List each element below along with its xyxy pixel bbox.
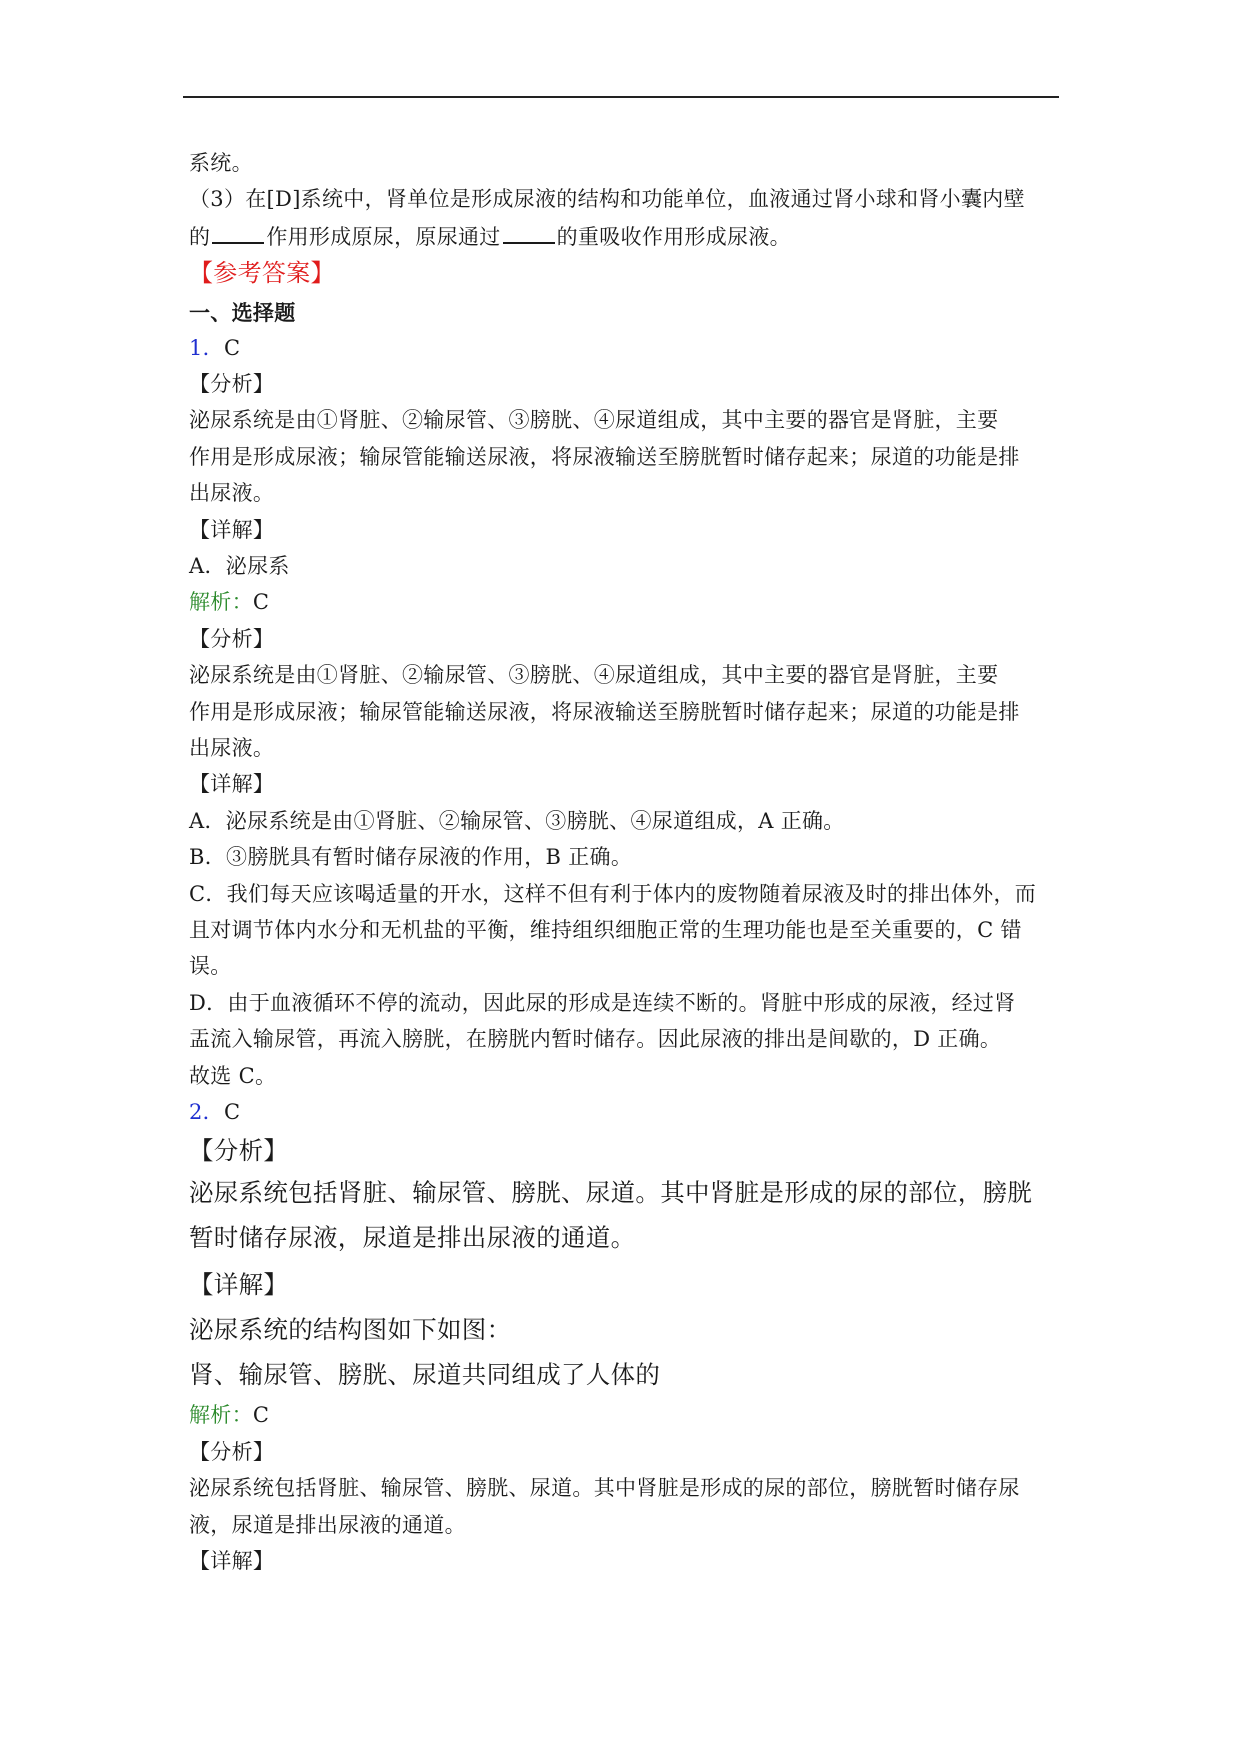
detail-label: 【详解】 [189,1549,275,1573]
analysis-label: 【分析】 [189,1136,289,1165]
text-line: 泌尿系统包括肾脏、输尿管、膀胱、尿道。其中肾脏是形成的尿的部位，膀胱 [189,1178,1033,1207]
explanation-line [189,1400,269,1430]
question-number: 1． [189,336,224,360]
detail-label: 【详解】 [189,518,275,542]
option-d: D．由于血液循环不停的流动，因此尿的形成是连续不断的。肾脏中形成的尿液，经过肾 [189,991,1016,1015]
analysis-label: 【分析】 [189,372,275,396]
text-line: 泌尿系统是由①肾脏、②输尿管、③膀胱、④尿道组成，其中主要的器官是肾脏，主要 [189,408,999,432]
explanation-label: 解析： [189,590,253,614]
text-line: 出尿液。 [189,736,275,760]
text-line: 暂时储存尿液，尿道是排出尿液的通道。 [189,1223,636,1252]
conclusion: 故选 C。 [189,1064,277,1088]
explanation-label: 解析： [189,1403,253,1427]
text-line: 出尿液。 [189,481,275,505]
option-c: C．我们每天应该喝适量的开水，这样不但有利于体内的废物随着尿液及时的排出体外，而 [189,882,1037,906]
text-line: 且对调节体内水分和无机盐的平衡，维持组织细胞正常的生理功能也是至关重要的，C 错 [189,918,1022,942]
question-answer: C [223,336,241,360]
text-line: 肾、输尿管、膀胱、尿道共同组成了人体的 [189,1360,661,1389]
analysis-label: 【分析】 [189,1440,275,1464]
explanation-value: C [252,590,270,614]
option-a: A．泌尿系统是由①肾脏、②输尿管、③膀胱、④尿道组成，A 正确。 [189,809,845,833]
text-line: （3）在[D]系统中，肾单位是形成尿液的结构和功能单位，血液通过肾小球和肾小囊内壁 [189,187,1025,211]
text-line: 泌尿系统是由①肾脏、②输尿管、③膀胱、④尿道组成，其中主要的器官是肾脏，主要 [189,663,999,687]
detail-label: 【详解】 [189,772,275,796]
explanation-line [189,587,269,617]
text-line: A．泌尿系 [189,554,290,578]
text-fragment: 的 [189,225,211,249]
text-line: 作用是形成尿液；输尿管能输送尿液，将尿液输送至膀胱暂时储存起来；尿道的功能是排 [189,700,1020,724]
analysis-label: 【分析】 [189,627,275,651]
question-answer: C [223,1100,241,1124]
text-fragment: 的重吸收作用形成尿液。 [556,225,791,249]
option-b: B．③膀胱具有暂时储存尿液的作用，B 正确。 [189,845,633,869]
text-line: 作用是形成尿液；输尿管能输送尿液，将尿液输送至膀胱暂时储存起来；尿道的功能是排 [189,445,1020,469]
answer-blank [212,222,264,244]
text-line-with-blanks [189,222,791,252]
answer-blank [503,222,555,244]
question-number: 2． [189,1100,224,1124]
reference-answer-heading: 【参考答案】 [189,259,335,287]
text-line: 系统。 [189,151,253,175]
text-line: 盂流入输尿管，再流入膀胱，在膀胱内暂时储存。因此尿液的排出是间歇的，D 正确。 [189,1027,1002,1051]
header-rule [183,96,1059,98]
text-line: 泌尿系统的结构图如下如图： [189,1315,512,1344]
text-line: 泌尿系统包括肾脏、输尿管、膀胱、尿道。其中肾脏是形成的尿的部位，膀胱暂时储存尿 [189,1476,1020,1500]
detail-label: 【详解】 [189,1270,289,1299]
explanation-value: C [252,1403,270,1427]
text-line: 误。 [189,954,232,978]
section-title: 一、选择题 [189,300,296,325]
question-2-answer [189,1097,240,1127]
text-line: 液，尿道是排出尿液的通道。 [189,1513,466,1537]
question-1-answer [189,333,240,363]
text-fragment: 作用形成原尿，原尿通过 [266,225,501,249]
